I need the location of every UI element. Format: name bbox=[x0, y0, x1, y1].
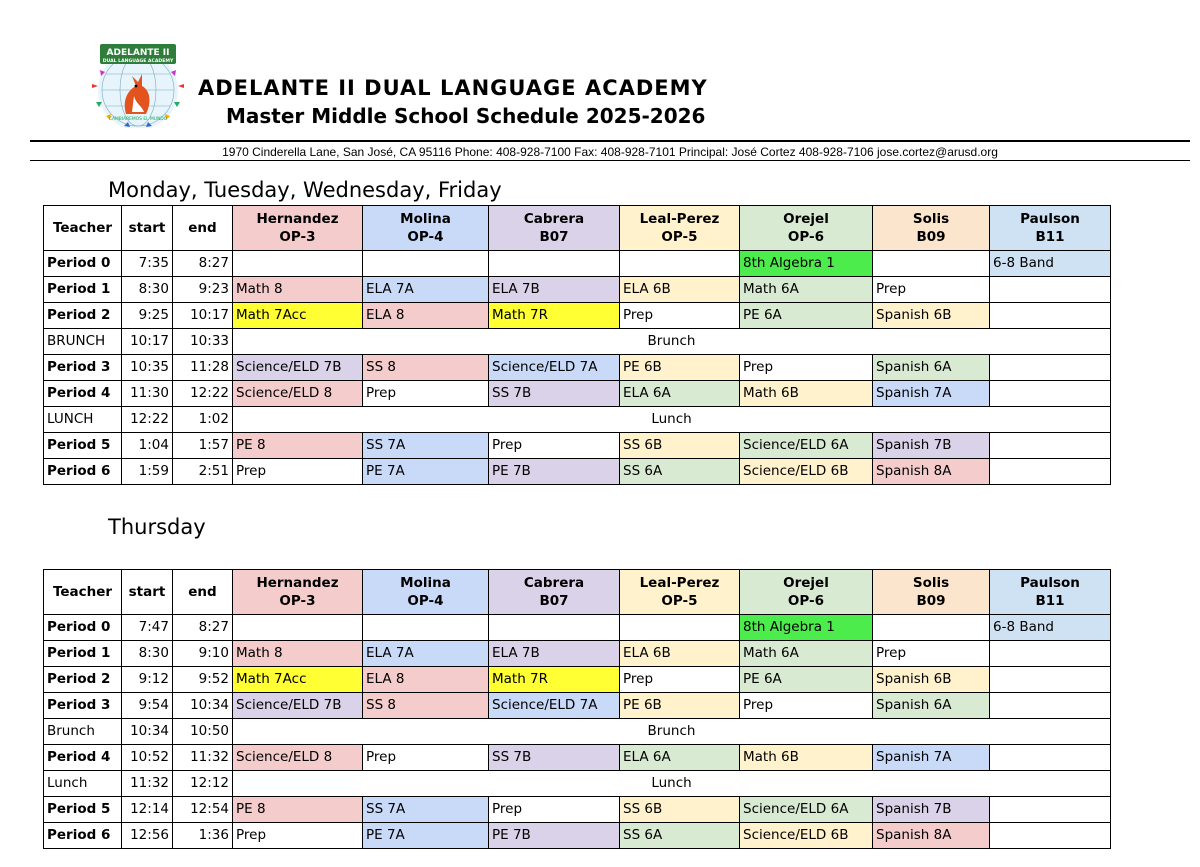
class-cell: Spanish 8A bbox=[873, 459, 990, 485]
table-row bbox=[44, 745, 1111, 771]
class-cell: Math 6A bbox=[740, 641, 873, 667]
class-cell bbox=[489, 251, 620, 277]
class-cell: 6-8 Band bbox=[990, 251, 1111, 277]
class-cell bbox=[990, 355, 1111, 381]
period-label: Period 3 bbox=[44, 355, 122, 381]
period-label: Period 1 bbox=[44, 277, 122, 303]
class-cell bbox=[620, 251, 740, 277]
teacher-header-orejel bbox=[740, 570, 873, 615]
teacher-name: Hernandez bbox=[256, 575, 339, 591]
period-label: Period 4 bbox=[44, 745, 122, 771]
room-number: OP-4 bbox=[407, 593, 444, 609]
column-header-label: start bbox=[128, 220, 166, 236]
class-cell bbox=[990, 277, 1111, 303]
room-number: OP-4 bbox=[407, 229, 444, 245]
table-row bbox=[44, 303, 1111, 329]
period-label: Lunch bbox=[44, 771, 122, 797]
start-time: 12:56 bbox=[122, 823, 173, 849]
table-row bbox=[44, 355, 1111, 381]
break-cell: Brunch bbox=[233, 329, 1111, 355]
period-label: Period 0 bbox=[44, 251, 122, 277]
break-cell: Lunch bbox=[233, 407, 1111, 433]
end-time: 8:27 bbox=[173, 615, 233, 641]
class-cell: Math 6A bbox=[740, 277, 873, 303]
class-cell: ELA 7A bbox=[363, 277, 489, 303]
teacher-name: Molina bbox=[400, 211, 451, 227]
end-time: 12:12 bbox=[173, 771, 233, 797]
room-number: B11 bbox=[1035, 593, 1065, 609]
teacher-name: Cabrera bbox=[523, 211, 585, 227]
teacher-name: Orejel bbox=[783, 575, 829, 591]
start-time: 10:34 bbox=[122, 719, 173, 745]
class-cell: Spanish 6B bbox=[873, 667, 990, 693]
table-row bbox=[44, 693, 1111, 719]
class-cell: SS 6A bbox=[620, 459, 740, 485]
period-label: Period 4 bbox=[44, 381, 122, 407]
start-time: 10:35 bbox=[122, 355, 173, 381]
class-cell: ELA 6A bbox=[620, 745, 740, 771]
teacher-header-leal-perez bbox=[620, 570, 740, 615]
end-time: 1:36 bbox=[173, 823, 233, 849]
start-time: 7:47 bbox=[122, 615, 173, 641]
teacher-header-paulson bbox=[990, 206, 1111, 251]
room-number: B07 bbox=[539, 593, 569, 609]
column-header-start bbox=[122, 570, 173, 615]
class-cell: Science/ELD 6B bbox=[740, 459, 873, 485]
room-number: OP-5 bbox=[661, 229, 698, 245]
teacher-name: Molina bbox=[400, 575, 451, 591]
class-cell: Prep bbox=[363, 745, 489, 771]
class-cell: PE 6A bbox=[740, 303, 873, 329]
class-cell: Spanish 7B bbox=[873, 433, 990, 459]
class-cell: Spanish 7A bbox=[873, 381, 990, 407]
class-cell: Math 7R bbox=[489, 667, 620, 693]
class-cell bbox=[990, 381, 1111, 407]
end-time: 9:23 bbox=[173, 277, 233, 303]
period-label: Period 6 bbox=[44, 823, 122, 849]
table-row bbox=[44, 823, 1111, 849]
class-cell: Math 8 bbox=[233, 641, 363, 667]
start-time: 12:22 bbox=[122, 407, 173, 433]
teacher-header-cabrera bbox=[489, 206, 620, 251]
period-label: Period 5 bbox=[44, 433, 122, 459]
class-cell: Math 7Acc bbox=[233, 667, 363, 693]
class-cell: SS 8 bbox=[363, 355, 489, 381]
break-cell: Lunch bbox=[233, 771, 1111, 797]
period-label: Period 5 bbox=[44, 797, 122, 823]
class-cell: PE 6B bbox=[620, 693, 740, 719]
end-time: 1:02 bbox=[173, 407, 233, 433]
class-cell bbox=[233, 251, 363, 277]
teacher-name: Leal-Perez bbox=[639, 211, 720, 227]
class-cell: SS 6B bbox=[620, 433, 740, 459]
table-row bbox=[44, 797, 1111, 823]
school-name: ADELANTE II DUAL LANGUAGE ACADEMY bbox=[198, 76, 708, 100]
table-row bbox=[44, 277, 1111, 303]
class-cell: Spanish 6A bbox=[873, 355, 990, 381]
class-cell: Prep bbox=[740, 355, 873, 381]
column-header-label: start bbox=[128, 584, 166, 600]
teacher-name: Orejel bbox=[783, 211, 829, 227]
class-cell: PE 7A bbox=[363, 459, 489, 485]
class-cell: ELA 6B bbox=[620, 277, 740, 303]
class-cell bbox=[990, 641, 1111, 667]
column-header-label: Teacher bbox=[52, 584, 113, 600]
class-cell: Prep bbox=[873, 641, 990, 667]
table-row bbox=[44, 381, 1111, 407]
end-time: 11:32 bbox=[173, 745, 233, 771]
class-cell: Spanish 6B bbox=[873, 303, 990, 329]
table-row bbox=[44, 407, 1111, 433]
class-cell: Prep bbox=[620, 667, 740, 693]
teacher-name: Paulson bbox=[1020, 211, 1080, 227]
schedule-table-mtwf bbox=[43, 205, 1111, 485]
start-time: 1:04 bbox=[122, 433, 173, 459]
class-cell: ELA 7B bbox=[489, 641, 620, 667]
start-time: 8:30 bbox=[122, 277, 173, 303]
teacher-header-solis bbox=[873, 206, 990, 251]
header-row bbox=[44, 206, 1111, 251]
class-cell: SS 7A bbox=[363, 797, 489, 823]
class-cell: ELA 8 bbox=[363, 303, 489, 329]
class-cell: ELA 8 bbox=[363, 667, 489, 693]
start-time: 10:52 bbox=[122, 745, 173, 771]
column-header-end bbox=[173, 206, 233, 251]
header-divider bbox=[30, 160, 1190, 161]
class-cell: Science/ELD 7B bbox=[233, 693, 363, 719]
teacher-name: Leal-Perez bbox=[639, 575, 720, 591]
column-header-teacher bbox=[44, 206, 122, 251]
class-cell: Prep bbox=[489, 797, 620, 823]
class-cell bbox=[489, 615, 620, 641]
table-row bbox=[44, 251, 1111, 277]
contact-info: 1970 Cinderella Lane, San José, CA 95116 Phone: 408-928-7100 Fax: 408-928-7101 Principal: José Cortez 408-928-7106 jose.cortez@arusd.org bbox=[222, 145, 998, 159]
table-row bbox=[44, 667, 1111, 693]
period-label: LUNCH bbox=[44, 407, 122, 433]
class-cell: PE 7B bbox=[489, 823, 620, 849]
class-cell bbox=[873, 615, 990, 641]
class-cell: Math 7Acc bbox=[233, 303, 363, 329]
class-cell: Prep bbox=[489, 433, 620, 459]
teacher-header-molina bbox=[363, 570, 489, 615]
page-title: Master Middle School Schedule 2025-2026 bbox=[226, 104, 706, 128]
class-cell: PE 8 bbox=[233, 433, 363, 459]
room-number: OP-3 bbox=[279, 229, 316, 245]
class-cell bbox=[873, 251, 990, 277]
table-row bbox=[44, 459, 1111, 485]
class-cell: Prep bbox=[233, 823, 363, 849]
column-header-label: end bbox=[188, 584, 217, 600]
column-header-teacher bbox=[44, 570, 122, 615]
start-time: 12:14 bbox=[122, 797, 173, 823]
start-time: 8:30 bbox=[122, 641, 173, 667]
room-number: OP-6 bbox=[787, 593, 825, 609]
class-cell: Science/ELD 6A bbox=[740, 797, 873, 823]
class-cell: Math 6B bbox=[740, 381, 873, 407]
end-time: 12:22 bbox=[173, 381, 233, 407]
class-cell: Science/ELD 7A bbox=[489, 355, 620, 381]
class-cell: PE 6B bbox=[620, 355, 740, 381]
class-cell: 8th Algebra 1 bbox=[740, 615, 873, 641]
period-label: Period 2 bbox=[44, 667, 122, 693]
class-cell: 6-8 Band bbox=[990, 615, 1111, 641]
period-label: Period 6 bbox=[44, 459, 122, 485]
teacher-header-orejel bbox=[740, 206, 873, 251]
class-cell: Math 6B bbox=[740, 745, 873, 771]
class-cell: ELA 7A bbox=[363, 641, 489, 667]
schedule-title-mtwf: Monday, Tuesday, Wednesday, Friday bbox=[108, 178, 502, 202]
class-cell bbox=[990, 459, 1111, 485]
start-time: 1:59 bbox=[122, 459, 173, 485]
teacher-name: Cabrera bbox=[523, 575, 585, 591]
class-cell bbox=[620, 615, 740, 641]
class-cell: SS 7B bbox=[489, 745, 620, 771]
class-cell bbox=[990, 693, 1111, 719]
table-row bbox=[44, 329, 1111, 355]
column-header-label: end bbox=[188, 220, 217, 236]
room-number: OP-3 bbox=[279, 593, 316, 609]
room-number: B07 bbox=[539, 229, 569, 245]
class-cell: Prep bbox=[620, 303, 740, 329]
start-time: 7:35 bbox=[122, 251, 173, 277]
start-time: 10:17 bbox=[122, 329, 173, 355]
period-label: Period 1 bbox=[44, 641, 122, 667]
class-cell: Science/ELD 7A bbox=[489, 693, 620, 719]
class-cell bbox=[990, 667, 1111, 693]
end-time: 11:28 bbox=[173, 355, 233, 381]
class-cell: Prep bbox=[363, 381, 489, 407]
class-cell: Science/ELD 7B bbox=[233, 355, 363, 381]
class-cell: Math 8 bbox=[233, 277, 363, 303]
teacher-name: Solis bbox=[912, 575, 950, 591]
class-cell: PE 7B bbox=[489, 459, 620, 485]
class-cell bbox=[990, 797, 1111, 823]
period-label: BRUNCH bbox=[44, 329, 122, 355]
class-cell: Math 7R bbox=[489, 303, 620, 329]
class-cell bbox=[990, 433, 1111, 459]
period-label: Brunch bbox=[44, 719, 122, 745]
end-time: 12:54 bbox=[173, 797, 233, 823]
table-row bbox=[44, 719, 1111, 745]
class-cell: Prep bbox=[740, 693, 873, 719]
column-header-end bbox=[173, 570, 233, 615]
class-cell: PE 8 bbox=[233, 797, 363, 823]
table-row bbox=[44, 433, 1111, 459]
teacher-header-solis bbox=[873, 570, 990, 615]
start-time: 11:32 bbox=[122, 771, 173, 797]
class-cell: SS 7B bbox=[489, 381, 620, 407]
teacher-header-hernandez bbox=[233, 570, 363, 615]
end-time: 9:52 bbox=[173, 667, 233, 693]
class-cell bbox=[990, 303, 1111, 329]
room-number: B11 bbox=[1035, 229, 1065, 245]
teacher-header-paulson bbox=[990, 570, 1111, 615]
svg-text:ADELANTE II: ADELANTE II bbox=[106, 48, 170, 58]
teacher-name: Hernandez bbox=[256, 211, 339, 227]
header-divider bbox=[30, 140, 1190, 142]
column-header-label: Teacher bbox=[52, 220, 113, 236]
class-cell: Prep bbox=[873, 277, 990, 303]
teacher-header-leal-perez bbox=[620, 206, 740, 251]
end-time: 10:33 bbox=[173, 329, 233, 355]
end-time: 10:34 bbox=[173, 693, 233, 719]
class-cell: ELA 6A bbox=[620, 381, 740, 407]
end-time: 2:51 bbox=[173, 459, 233, 485]
column-header-start bbox=[122, 206, 173, 251]
class-cell: Science/ELD 8 bbox=[233, 745, 363, 771]
class-cell: ELA 7B bbox=[489, 277, 620, 303]
class-cell: PE 6A bbox=[740, 667, 873, 693]
class-cell: PE 7A bbox=[363, 823, 489, 849]
start-time: 9:54 bbox=[122, 693, 173, 719]
class-cell bbox=[990, 823, 1111, 849]
teacher-header-molina bbox=[363, 206, 489, 251]
class-cell: Science/ELD 8 bbox=[233, 381, 363, 407]
class-cell: SS 6A bbox=[620, 823, 740, 849]
class-cell: Spanish 6A bbox=[873, 693, 990, 719]
table-row bbox=[44, 641, 1111, 667]
class-cell: ELA 6B bbox=[620, 641, 740, 667]
table-row bbox=[44, 771, 1111, 797]
table-row bbox=[44, 615, 1111, 641]
fox-logo-icon bbox=[84, 40, 192, 128]
class-cell: SS 8 bbox=[363, 693, 489, 719]
period-label: Period 0 bbox=[44, 615, 122, 641]
teacher-header-cabrera bbox=[489, 570, 620, 615]
room-number: OP-5 bbox=[661, 593, 698, 609]
class-cell bbox=[363, 615, 489, 641]
teacher-header-hernandez bbox=[233, 206, 363, 251]
break-cell: Brunch bbox=[233, 719, 1111, 745]
class-cell bbox=[363, 251, 489, 277]
svg-text:DUAL LANGUAGE ACADEMY: DUAL LANGUAGE ACADEMY bbox=[102, 59, 174, 64]
class-cell: Spanish 7A bbox=[873, 745, 990, 771]
schedule-table-thursday bbox=[43, 569, 1111, 849]
end-time: 10:50 bbox=[173, 719, 233, 745]
end-time: 9:10 bbox=[173, 641, 233, 667]
class-cell: Science/ELD 6A bbox=[740, 433, 873, 459]
start-time: 9:25 bbox=[122, 303, 173, 329]
class-cell: 8th Algebra 1 bbox=[740, 251, 873, 277]
class-cell: Spanish 8A bbox=[873, 823, 990, 849]
school-logo bbox=[84, 40, 192, 128]
end-time: 10:17 bbox=[173, 303, 233, 329]
period-label: Period 2 bbox=[44, 303, 122, 329]
room-number: B09 bbox=[916, 593, 946, 609]
start-time: 9:12 bbox=[122, 667, 173, 693]
class-cell: Science/ELD 6B bbox=[740, 823, 873, 849]
start-time: 11:30 bbox=[122, 381, 173, 407]
room-number: OP-6 bbox=[787, 229, 825, 245]
period-label: Period 3 bbox=[44, 693, 122, 719]
end-time: 8:27 bbox=[173, 251, 233, 277]
header-row bbox=[44, 570, 1111, 615]
class-cell: SS 7A bbox=[363, 433, 489, 459]
teacher-name: Solis bbox=[912, 211, 950, 227]
class-cell bbox=[233, 615, 363, 641]
class-cell: Prep bbox=[233, 459, 363, 485]
teacher-name: Paulson bbox=[1020, 575, 1080, 591]
class-cell: Spanish 7B bbox=[873, 797, 990, 823]
class-cell: SS 6B bbox=[620, 797, 740, 823]
schedule-title-thursday: Thursday bbox=[108, 515, 206, 539]
class-cell bbox=[990, 745, 1111, 771]
room-number: B09 bbox=[916, 229, 946, 245]
end-time: 1:57 bbox=[173, 433, 233, 459]
svg-text:CAMBIAREMOS EL MUNDO: CAMBIAREMOS EL MUNDO bbox=[108, 117, 168, 122]
